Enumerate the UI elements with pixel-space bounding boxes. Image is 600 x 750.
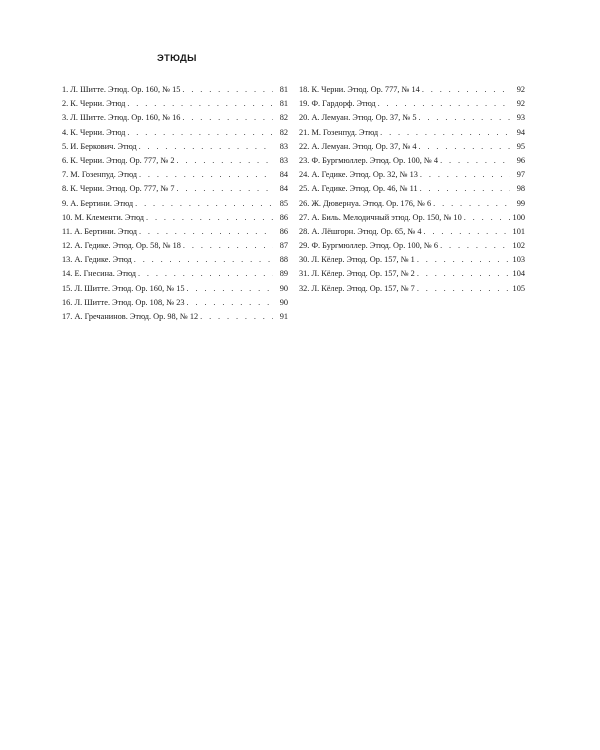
entry-title: 10. М. Клементи. Этюд xyxy=(62,212,145,222)
entry-title: 23. Ф. Бургмюллер. Этюд. Ор. 100, № 4 xyxy=(299,155,439,165)
dot-leader xyxy=(183,239,273,253)
entry-title: 26. Ж. Дювернуа. Этюд. Ор. 176, № 6 xyxy=(299,198,432,208)
entry-title: 17. А. Гречанинов. Этюд. Ор. 98, № 12 xyxy=(62,312,199,321)
entry-page-number: 89 xyxy=(279,269,288,279)
entry-page-number: 104 xyxy=(512,269,525,279)
dot-leader xyxy=(420,182,510,196)
entry-page-number: 86 xyxy=(279,212,288,222)
toc-entry xyxy=(62,282,288,296)
entry-page-number: 85 xyxy=(279,198,288,208)
entry-page-number: 83 xyxy=(279,155,288,165)
toc-entry xyxy=(62,296,288,310)
entry-page-number: 82 xyxy=(279,127,288,137)
toc-entry xyxy=(299,253,525,267)
dot-leader xyxy=(182,83,273,97)
dot-leader xyxy=(138,267,273,281)
toc-entry xyxy=(299,168,525,182)
entry-title: 29. Ф. Бургмюллер. Этюд. Ор. 100, № 6 xyxy=(299,241,439,251)
dot-leader xyxy=(187,282,273,296)
entry-page-number: 100 xyxy=(512,212,525,222)
toc-entry xyxy=(62,111,288,125)
toc-entry xyxy=(62,239,288,253)
entry-page-number: 88 xyxy=(279,255,288,265)
toc-entry xyxy=(299,154,525,168)
entry-page-number: 90 xyxy=(279,283,288,293)
entry-page-number: 82 xyxy=(279,113,288,123)
toc-entry xyxy=(62,140,288,154)
toc-entry xyxy=(62,154,288,168)
dot-leader xyxy=(419,111,510,125)
page-heading: ЭТЮДЫ xyxy=(157,53,197,64)
entry-page-number: 101 xyxy=(512,226,525,236)
toc-right-column xyxy=(299,83,525,296)
entry-title: 30. Л. Кёлер. Этюд. Ор. 157, № 1 xyxy=(299,255,415,265)
entry-title: 28. А. Лёшгорн. Этюд. Ор. 65, № 4 xyxy=(299,226,422,236)
dot-leader xyxy=(139,168,273,182)
dot-leader xyxy=(419,140,510,154)
entry-title: 7. М. Гозенпуд. Этюд xyxy=(62,170,137,180)
entry-title: 22. А. Лемуан. Этюд. Ор. 37, № 4 xyxy=(299,141,417,151)
toc-entry xyxy=(299,182,525,196)
toc-entry xyxy=(62,225,288,239)
entry-title: 1. Л. Шитте. Этюд. Ор. 160, № 15 xyxy=(62,85,181,94)
entry-title: 8. К. Черни. Этюд. Ор. 777, № 7 xyxy=(62,184,175,194)
entry-title: 20. А. Лемуан. Этюд. Ор. 37, № 5 xyxy=(299,113,417,123)
entry-title: 5. И. Беркович. Этюд xyxy=(62,141,137,151)
dot-leader xyxy=(420,168,510,182)
entry-page-number: 92 xyxy=(516,85,525,94)
entry-page-number: 86 xyxy=(279,226,288,236)
entry-page-number: 105 xyxy=(512,283,525,293)
entry-title: 19. Ф. Гардорф. Этюд xyxy=(299,99,376,109)
entry-page-number: 91 xyxy=(279,312,288,321)
toc-entry xyxy=(299,97,525,111)
toc-entry xyxy=(299,225,525,239)
entry-title: 15. Л. Шитте. Этюд. Ор. 160, № 15 xyxy=(62,283,185,293)
dot-leader xyxy=(135,197,273,211)
dot-leader xyxy=(177,154,273,168)
dot-leader xyxy=(422,83,510,97)
entry-title: 2. К. Черни. Этюд xyxy=(62,99,126,109)
entry-title: 18. К. Черни. Этюд. Ор. 777, № 14 xyxy=(299,85,420,94)
dot-leader xyxy=(417,253,510,267)
entry-page-number: 99 xyxy=(516,198,525,208)
entry-page-number: 93 xyxy=(516,113,525,123)
dot-leader xyxy=(182,111,273,125)
entry-page-number: 92 xyxy=(516,99,525,109)
entry-page-number: 96 xyxy=(516,155,525,165)
entry-title: 12. А. Гедике. Этюд. Ор. 58, № 18 xyxy=(62,241,181,251)
entry-page-number: 87 xyxy=(279,241,288,251)
entry-page-number: 90 xyxy=(279,297,288,307)
dot-leader xyxy=(464,211,510,225)
entry-title: 27. А. Биль. Мелодичный этюд. Ор. 150, № 10 xyxy=(299,212,462,222)
toc-entry xyxy=(62,126,288,140)
dot-leader xyxy=(200,310,273,324)
toc-entry xyxy=(62,253,288,267)
entry-title: 9. А. Бертини. Этюд xyxy=(62,198,134,208)
dot-leader xyxy=(139,140,273,154)
entry-page-number: 94 xyxy=(516,127,525,137)
toc-entry xyxy=(62,310,288,324)
toc-entry xyxy=(62,83,288,97)
entry-page-number: 84 xyxy=(279,184,288,194)
dot-leader xyxy=(134,253,273,267)
entry-title: 4. К. Черни. Этюд xyxy=(62,127,126,137)
entry-title: 21. М. Гозенпуд. Этюд xyxy=(299,127,379,137)
dot-leader xyxy=(440,239,509,253)
dot-leader xyxy=(380,126,510,140)
entry-title: 16. Л. Шитте. Этюд. Ор. 108, № 23 xyxy=(62,297,185,307)
entry-page-number: 84 xyxy=(279,170,288,180)
toc-entry xyxy=(299,126,525,140)
entry-page-number: 83 xyxy=(279,141,288,151)
dot-leader xyxy=(127,126,273,140)
toc-entry xyxy=(299,111,525,125)
dot-leader xyxy=(424,225,510,239)
dot-leader xyxy=(187,296,273,310)
toc-left-column xyxy=(62,83,288,324)
toc-entry xyxy=(299,140,525,154)
entry-page-number: 81 xyxy=(279,85,288,94)
toc-entry xyxy=(299,83,525,97)
entry-page-number: 103 xyxy=(512,255,525,265)
entry-title: 31. Л. Кёлер. Этюд. Ор. 157, № 2 xyxy=(299,269,415,279)
toc-entry xyxy=(62,197,288,211)
dot-leader xyxy=(127,97,273,111)
entry-title: 13. А. Гедике. Этюд xyxy=(62,255,132,265)
entry-page-number: 81 xyxy=(279,99,288,109)
toc-entry xyxy=(299,239,525,253)
entry-page-number: 95 xyxy=(516,141,525,151)
toc-entry xyxy=(62,97,288,111)
entry-title: 24. А. Гедике. Этюд. Ор. 32, № 13 xyxy=(299,170,418,180)
toc-entry xyxy=(299,267,525,281)
dot-leader xyxy=(417,282,510,296)
dot-leader xyxy=(433,197,510,211)
dot-leader xyxy=(139,225,273,239)
entry-title: 3. Л. Шитте. Этюд. Ор. 160, № 16 xyxy=(62,113,181,123)
entry-title: 32. Л. Кёлер. Этюд. Ор. 157, № 7 xyxy=(299,283,415,293)
dot-leader xyxy=(146,211,273,225)
entry-title: 6. К. Черни. Этюд. Ор. 777, № 2 xyxy=(62,155,175,165)
toc-entry xyxy=(62,211,288,225)
toc-entry xyxy=(299,282,525,296)
dot-leader xyxy=(177,182,273,196)
toc-entry xyxy=(62,168,288,182)
entry-title: 11. А. Бертини. Этюд xyxy=(62,226,137,236)
entry-page-number: 102 xyxy=(512,241,525,251)
toc-entry xyxy=(62,267,288,281)
entry-page-number: 97 xyxy=(516,170,525,180)
entry-title: 14. Е. Гнесина. Этюд xyxy=(62,269,136,279)
dot-leader xyxy=(417,267,510,281)
dot-leader xyxy=(440,154,510,168)
toc-entry xyxy=(62,182,288,196)
toc-entry xyxy=(299,211,525,225)
toc-entry xyxy=(299,197,525,211)
entry-page-number: 98 xyxy=(516,184,525,194)
entry-title: 25. А. Гедике. Этюд. Ор. 46, № 11 xyxy=(299,184,418,194)
dot-leader xyxy=(378,97,510,111)
